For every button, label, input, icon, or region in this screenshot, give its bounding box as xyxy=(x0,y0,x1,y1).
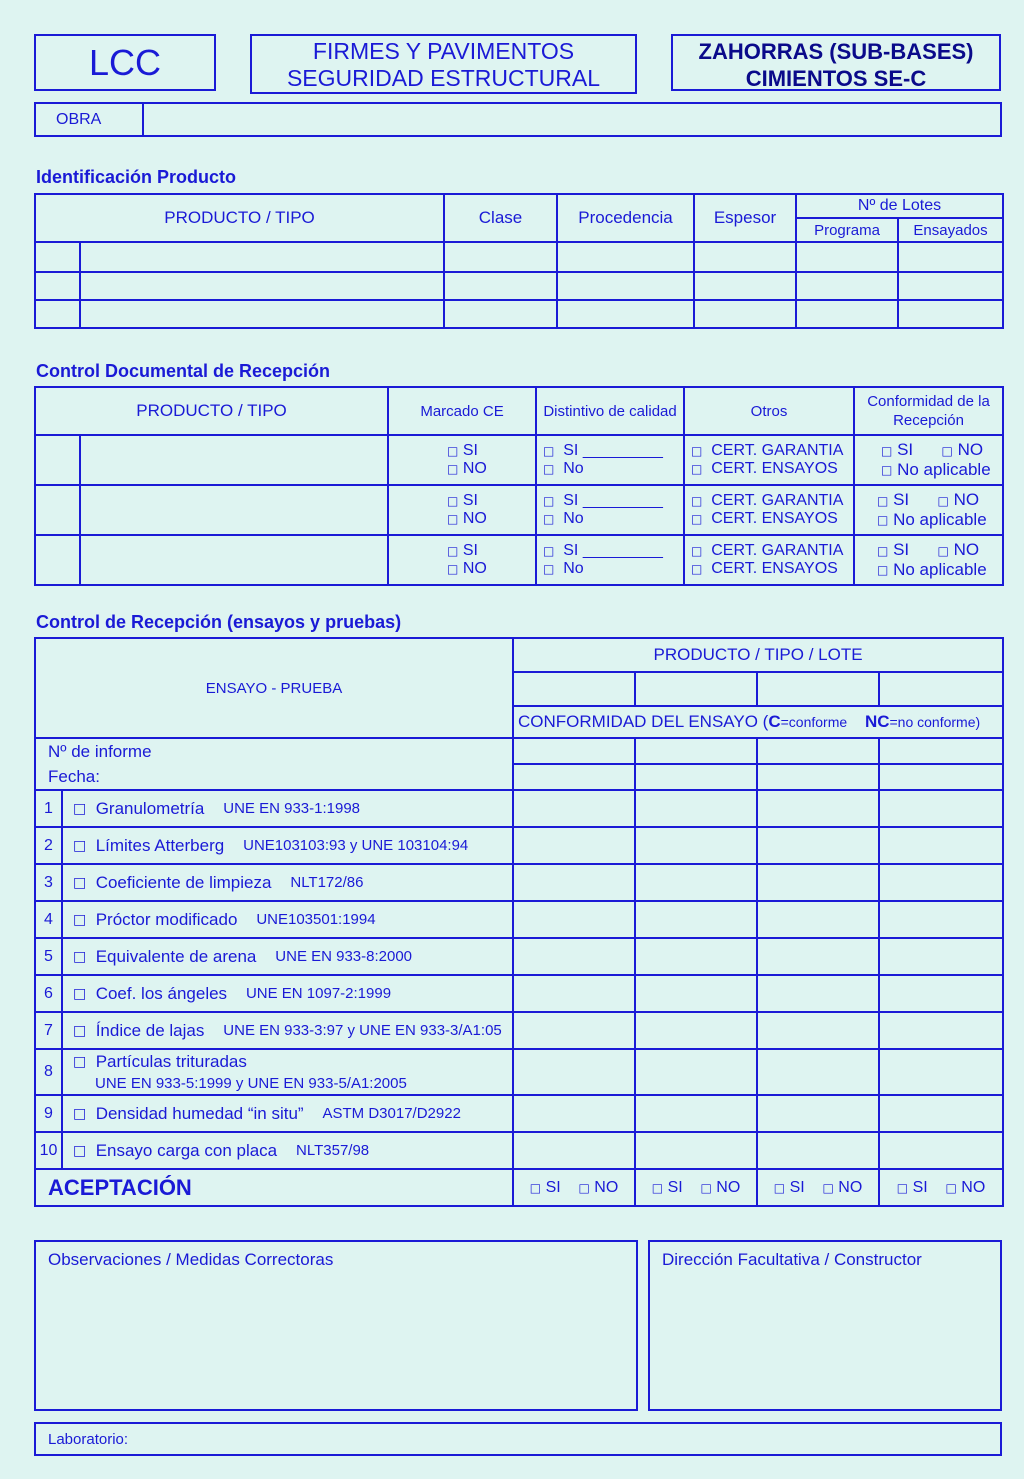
obra-table xyxy=(34,102,1002,137)
direccion-label: Dirección Facultativa / Constructor xyxy=(662,1250,922,1269)
result-cell[interactable] xyxy=(513,1095,635,1132)
result-cell[interactable] xyxy=(513,938,635,975)
identificacion-title: Identificación Producto xyxy=(36,167,237,187)
doc-header-conformidad xyxy=(854,387,1003,435)
doc-header-producto: PRODUCTO / TIPO xyxy=(35,387,388,435)
test-name-cell xyxy=(62,1049,513,1095)
test-norm: UNE EN 933-8:2000 xyxy=(275,948,413,965)
result-cell[interactable] xyxy=(757,1095,879,1132)
cert-garantia-checkbox[interactable]: □ CERT. GARANTIA xyxy=(691,542,844,559)
result-cell[interactable] xyxy=(513,901,635,938)
distintivo-no-checkbox[interactable]: □ No xyxy=(543,560,584,577)
result-cell[interactable] xyxy=(757,938,879,975)
informe-label: Nº de informe xyxy=(35,738,513,764)
cert-ensayos-checkbox[interactable]: □ CERT. ENSAYOS xyxy=(691,460,838,477)
test-name: Límites Atterberg xyxy=(95,835,225,855)
ident-row xyxy=(35,300,1003,328)
test-name-cell xyxy=(62,1095,513,1132)
result-cell[interactable] xyxy=(513,1012,635,1049)
result-cell[interactable] xyxy=(635,1095,757,1132)
result-cell[interactable] xyxy=(879,1049,1003,1095)
conformidad-si-checkbox[interactable]: □ SI xyxy=(877,490,910,509)
test-name: Índice de lajas xyxy=(95,1020,205,1040)
test-checkbox[interactable]: □ xyxy=(73,911,87,928)
test-name: Partículas trituradas xyxy=(95,1052,247,1071)
test-norm: UNE103103:93 y UNE 103104:94 xyxy=(243,837,469,854)
test-checkbox[interactable]: □ xyxy=(73,837,87,854)
ensayo-header: ENSAYO - PRUEBA xyxy=(35,638,513,738)
result-cell[interactable] xyxy=(513,790,635,827)
test-row xyxy=(35,1095,1003,1132)
test-norm: UNE EN 933-1:1998 xyxy=(223,800,361,817)
cert-ensayos-checkbox[interactable]: □ CERT. ENSAYOS xyxy=(691,510,838,527)
conformidad-no-checkbox[interactable]: □ NO xyxy=(941,440,984,459)
test-name-cell xyxy=(62,827,513,864)
ident-header-espesor: Espesor xyxy=(694,194,796,242)
test-norm: UNE103501:1994 xyxy=(256,911,376,928)
laboratorio-label: Laboratorio: xyxy=(48,1431,129,1448)
aceptacion-label: ACEPTACIÓN xyxy=(35,1169,513,1206)
result-cell[interactable] xyxy=(757,1012,879,1049)
test-name-cell xyxy=(62,901,513,938)
result-cell[interactable] xyxy=(757,975,879,1012)
doc-header-distintivo: Distintivo de calidad xyxy=(536,387,684,435)
ident-header-procedencia: Procedencia xyxy=(557,194,694,242)
result-cell[interactable] xyxy=(635,790,757,827)
direccion-box[interactable] xyxy=(648,1240,1002,1411)
doc-row xyxy=(35,485,1003,535)
doc-header-otros: Otros xyxy=(684,387,854,435)
test-name-cell xyxy=(62,1012,513,1049)
conformidad-ensayo-label: CONFORMIDAD DEL ENSAYO (C=conforme NC=no conforme) xyxy=(513,706,1003,738)
test-checkbox[interactable]: □ xyxy=(73,1105,87,1122)
test-name: Granulometría xyxy=(95,798,205,818)
aceptacion-no-checkbox[interactable]: □ NO xyxy=(945,1178,986,1196)
result-cell[interactable] xyxy=(635,1012,757,1049)
conformidad-na-checkbox[interactable]: □ No aplicable xyxy=(881,460,991,479)
test-name: Coeficiente de limpieza xyxy=(95,872,272,892)
result-cell[interactable] xyxy=(879,1012,1003,1049)
test-name-cell xyxy=(62,938,513,975)
ident-header-clase: Clase xyxy=(444,194,557,242)
logo-text: LCC xyxy=(88,41,162,83)
documental-table xyxy=(34,386,1004,586)
result-cell[interactable] xyxy=(757,1132,879,1169)
test-norm: NLT172/86 xyxy=(290,874,364,891)
doc-header-conformidad-line2: Recepción xyxy=(893,412,964,429)
test-row xyxy=(35,938,1003,975)
ident-header-ensayados: Ensayados xyxy=(898,218,1003,242)
marcado-si-checkbox[interactable]: □ SI xyxy=(447,442,478,459)
lote-cell[interactable] xyxy=(879,672,1003,706)
ident-row xyxy=(35,272,1003,300)
marcado-no-checkbox[interactable]: □ NO xyxy=(447,510,487,527)
producto-lote-header: PRODUCTO / TIPO / LOTE xyxy=(513,638,1003,672)
aceptacion-si-checkbox[interactable]: □ SI xyxy=(651,1178,683,1196)
result-cell[interactable] xyxy=(635,827,757,864)
test-checkbox[interactable]: □ xyxy=(73,985,87,1002)
fecha-label: Fecha: xyxy=(35,764,513,790)
test-checkbox[interactable]: □ xyxy=(73,874,87,891)
result-cell[interactable] xyxy=(513,1049,635,1095)
result-cell[interactable] xyxy=(879,864,1003,901)
logo-box xyxy=(34,34,216,91)
test-number: 3 xyxy=(35,864,62,901)
aceptacion-si-checkbox[interactable]: □ SI xyxy=(896,1178,928,1196)
test-row xyxy=(35,975,1003,1012)
result-cell[interactable] xyxy=(879,790,1003,827)
conformidad-no-checkbox[interactable]: □ NO xyxy=(937,490,980,509)
distintivo-si-checkbox[interactable]: □ SI _________ xyxy=(543,492,663,509)
result-cell[interactable] xyxy=(757,790,879,827)
identificacion-table xyxy=(34,193,1004,329)
test-name: Equivalente de arena xyxy=(95,946,257,966)
test-name: Coef. los ángeles xyxy=(95,983,228,1003)
test-row xyxy=(35,1132,1003,1169)
marcado-no-checkbox[interactable]: □ NO xyxy=(447,460,487,477)
test-norm-2: UNE EN 933-5:1999 y UNE EN 933-5/A1:2005 xyxy=(95,1075,407,1092)
header-center-line1: FIRMES Y PAVIMENTOS xyxy=(312,38,575,64)
result-cell[interactable] xyxy=(635,864,757,901)
aceptacion-no-checkbox[interactable]: □ NO xyxy=(822,1178,863,1196)
doc-row xyxy=(35,435,1003,485)
cert-ensayos-checkbox[interactable]: □ CERT. ENSAYOS xyxy=(691,560,838,577)
doc-row xyxy=(35,535,1003,585)
test-name-cell xyxy=(62,975,513,1012)
obra-label: OBRA xyxy=(35,103,143,136)
aceptacion-si-checkbox[interactable]: □ SI xyxy=(529,1178,561,1196)
test-number: 6 xyxy=(35,975,62,1012)
doc-header-conformidad-line1: Conformidad de la xyxy=(867,393,990,410)
test-number: 2 xyxy=(35,827,62,864)
test-number: 4 xyxy=(35,901,62,938)
marcado-si-checkbox[interactable]: □ SI xyxy=(447,542,478,559)
distintivo-no-checkbox[interactable]: □ No xyxy=(543,460,584,477)
documental-title: Control Documental de Recepción xyxy=(36,361,331,381)
aceptacion-no-checkbox[interactable]: □ NO xyxy=(700,1178,741,1196)
result-cell[interactable] xyxy=(879,975,1003,1012)
test-number: 1 xyxy=(35,790,62,827)
header-right-line1: ZAHORRAS (SUB-BASES) xyxy=(698,39,974,64)
header-right-line2: CIMIENTOS SE-C xyxy=(745,66,927,91)
conformidad-no-checkbox[interactable]: □ NO xyxy=(937,540,980,559)
result-cell[interactable] xyxy=(757,1049,879,1095)
test-name-cell xyxy=(62,1132,513,1169)
result-cell[interactable] xyxy=(635,938,757,975)
lote-cell[interactable] xyxy=(635,672,757,706)
lote-cell[interactable] xyxy=(513,672,635,706)
test-row xyxy=(35,1049,1003,1095)
result-cell[interactable] xyxy=(879,901,1003,938)
test-row xyxy=(35,827,1003,864)
test-number: 5 xyxy=(35,938,62,975)
header-center-line2: SEGURIDAD ESTRUCTURAL xyxy=(286,65,601,91)
result-cell[interactable] xyxy=(879,938,1003,975)
test-checkbox[interactable]: □ xyxy=(73,1142,87,1159)
obra-value[interactable] xyxy=(143,103,1001,136)
test-row xyxy=(35,1012,1003,1049)
result-cell[interactable] xyxy=(513,975,635,1012)
result-cell[interactable] xyxy=(635,1132,757,1169)
doc-header-marcado: Marcado CE xyxy=(388,387,536,435)
result-cell[interactable] xyxy=(635,975,757,1012)
conformidad-si-checkbox[interactable]: □ SI xyxy=(877,540,910,559)
conformidad-si-checkbox[interactable]: □ SI xyxy=(881,440,914,459)
recepcion-table xyxy=(34,637,1004,1207)
distintivo-no-checkbox[interactable]: □ No xyxy=(543,510,584,527)
test-name: Próctor modificado xyxy=(95,909,238,929)
result-cell[interactable] xyxy=(757,864,879,901)
test-checkbox[interactable]: □ xyxy=(73,1054,87,1070)
test-row xyxy=(35,901,1003,938)
result-cell[interactable] xyxy=(513,1132,635,1169)
result-cell[interactable] xyxy=(757,827,879,864)
test-norm: ASTM D3017/D2922 xyxy=(322,1105,461,1122)
test-name: Densidad humedad “in situ” xyxy=(95,1103,304,1123)
test-name-cell xyxy=(62,864,513,901)
conformidad-na-checkbox[interactable]: □ No aplicable xyxy=(877,510,987,529)
ident-header-lotes: Nº de Lotes xyxy=(796,194,1003,218)
result-cell[interactable] xyxy=(879,827,1003,864)
aceptacion-si-checkbox[interactable]: □ SI xyxy=(773,1178,805,1196)
marcado-no-checkbox[interactable]: □ NO xyxy=(447,560,487,577)
ident-row xyxy=(35,242,1003,272)
test-number: 8 xyxy=(35,1049,62,1095)
test-number: 10 xyxy=(35,1132,62,1169)
header-center-box xyxy=(250,34,637,94)
result-cell[interactable] xyxy=(635,901,757,938)
cert-garantia-checkbox[interactable]: □ CERT. GARANTIA xyxy=(691,492,844,509)
observaciones-label: Observaciones / Medidas Correctoras xyxy=(48,1250,334,1269)
test-number: 9 xyxy=(35,1095,62,1132)
conformidad-na-checkbox[interactable]: □ No aplicable xyxy=(877,560,987,579)
observaciones-box[interactable] xyxy=(34,1240,638,1411)
lote-cell[interactable] xyxy=(757,672,879,706)
test-norm: UNE EN 1097-2:1999 xyxy=(245,985,392,1002)
result-cell[interactable] xyxy=(513,827,635,864)
distintivo-si-checkbox[interactable]: □ SI _________ xyxy=(543,542,663,559)
test-norm: NLT357/98 xyxy=(296,1142,370,1159)
marcado-si-checkbox[interactable]: □ SI xyxy=(447,492,478,509)
result-cell[interactable] xyxy=(879,1095,1003,1132)
test-checkbox[interactable]: □ xyxy=(73,948,87,965)
test-row xyxy=(35,790,1003,827)
ident-header-programa: Programa xyxy=(796,218,898,242)
result-cell[interactable] xyxy=(879,1132,1003,1169)
test-name-cell xyxy=(62,790,513,827)
header-right-box xyxy=(671,34,1001,91)
result-cell[interactable] xyxy=(513,864,635,901)
distintivo-si-checkbox[interactable]: □ SI _________ xyxy=(543,442,663,459)
test-row xyxy=(35,864,1003,901)
result-cell[interactable] xyxy=(635,1049,757,1095)
recepcion-title: Control de Recepción (ensayos y pruebas) xyxy=(36,612,402,632)
laboratorio-box[interactable] xyxy=(34,1422,1002,1456)
aceptacion-no-checkbox[interactable]: □ NO xyxy=(578,1178,619,1196)
test-norm: UNE EN 933-3:97 y UNE EN 933-3/A1:05 xyxy=(223,1022,502,1039)
ident-header-producto: PRODUCTO / TIPO xyxy=(35,194,444,242)
test-checkbox[interactable]: □ xyxy=(73,800,87,817)
test-name: Ensayo carga con placa xyxy=(95,1140,278,1160)
result-cell[interactable] xyxy=(757,901,879,938)
cert-garantia-checkbox[interactable]: □ CERT. GARANTIA xyxy=(691,442,844,459)
test-checkbox[interactable]: □ xyxy=(73,1022,87,1039)
test-number: 7 xyxy=(35,1012,62,1049)
